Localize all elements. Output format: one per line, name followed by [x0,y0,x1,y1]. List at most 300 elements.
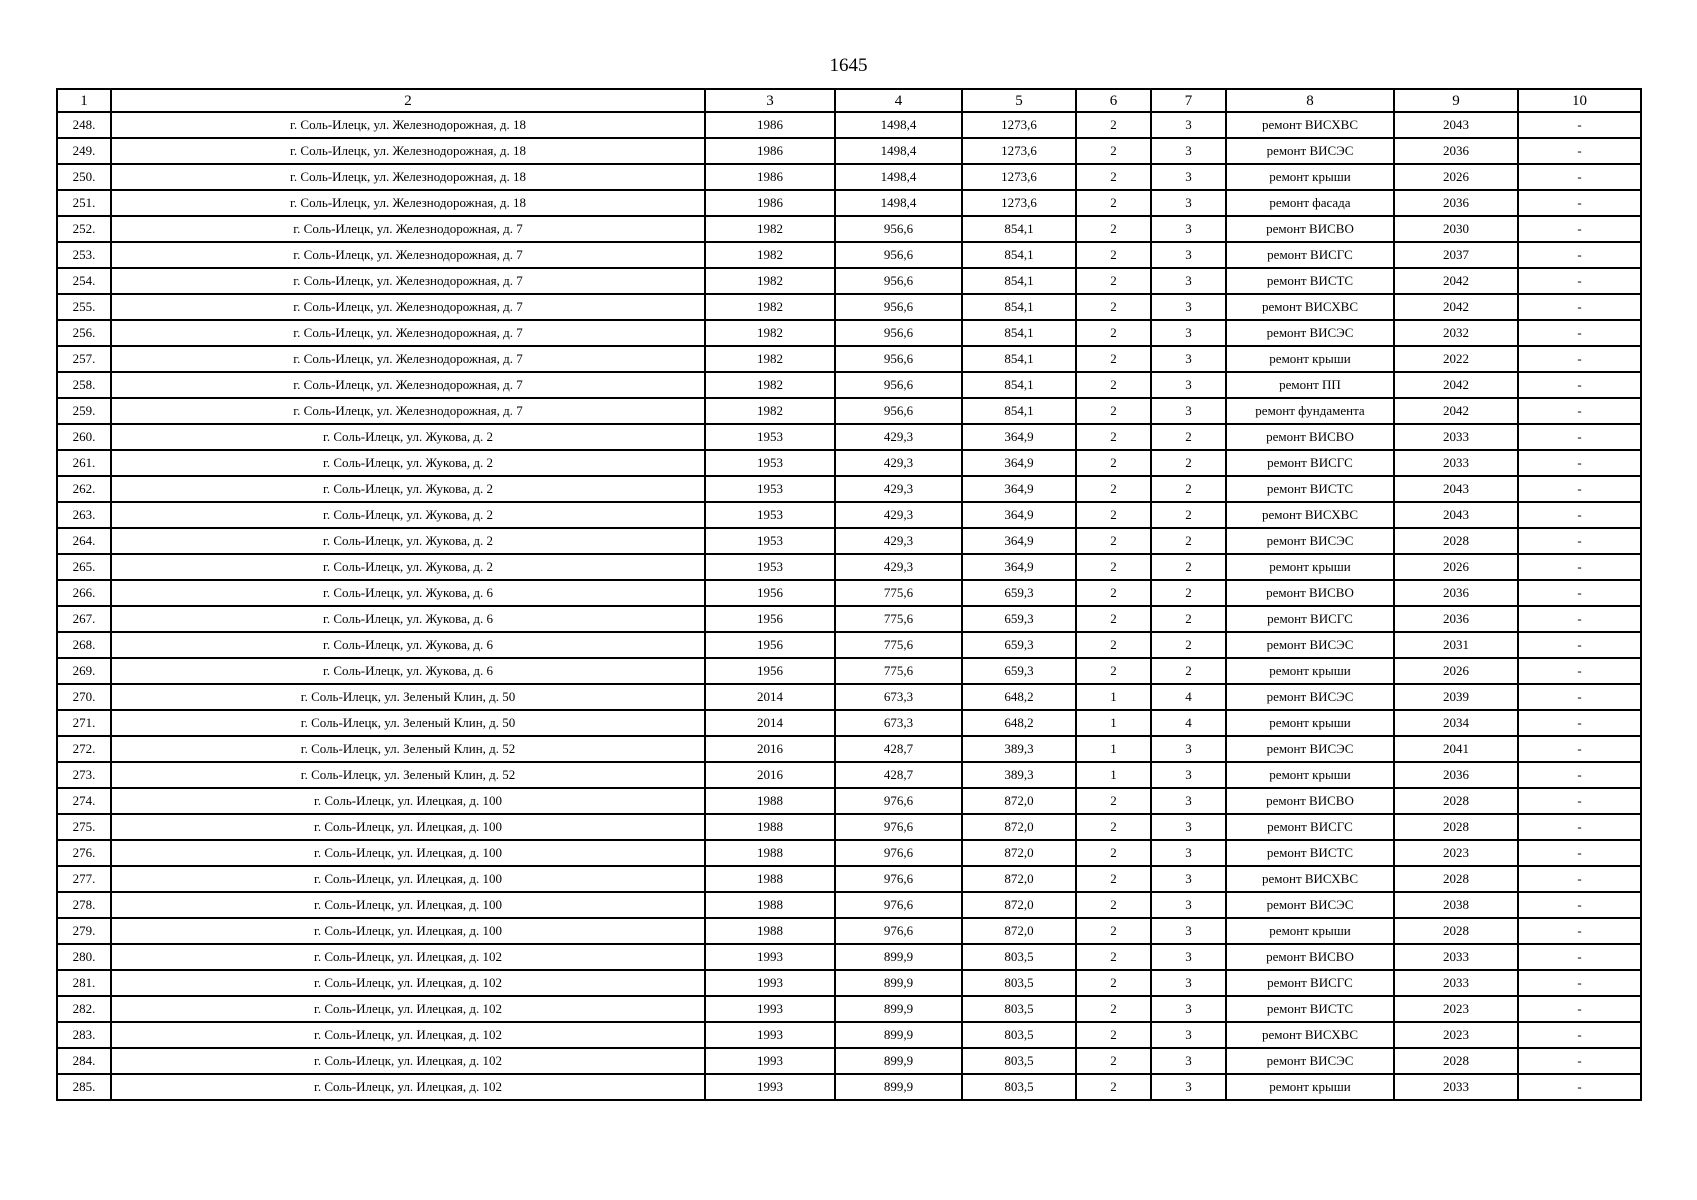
floors-min-cell: 2 [1076,606,1151,632]
floors-min-cell: 2 [1076,1074,1151,1100]
row-number-cell: 276. [57,840,111,866]
year-built-cell: 1982 [705,398,835,424]
residential-area-cell: 1273,6 [962,190,1076,216]
row-number-cell: 260. [57,424,111,450]
page-number: 1645 [829,55,868,76]
planned-year-cell: 2036 [1394,762,1518,788]
note-cell: - [1518,294,1641,320]
floors-min-cell: 2 [1076,372,1151,398]
address-cell: г. Соль-Илецк, ул. Железнодорожная, д. 7 [111,294,705,320]
planned-year-cell: 2023 [1394,1022,1518,1048]
floors-min-cell: 2 [1076,996,1151,1022]
address-cell: г. Соль-Илецк, ул. Жукова, д. 2 [111,528,705,554]
residential-area-cell: 854,1 [962,242,1076,268]
floors-max-cell: 4 [1151,710,1226,736]
table-row [57,554,1641,580]
row-number-cell: 275. [57,814,111,840]
note-cell: - [1518,476,1641,502]
work-type-cell: ремонт ВИСТС [1226,996,1394,1022]
floors-max-cell: 2 [1151,580,1226,606]
table-row [57,658,1641,684]
address-cell: г. Соль-Илецк, ул. Жукова, д. 2 [111,554,705,580]
residential-area-cell: 803,5 [962,970,1076,996]
residential-area-cell: 803,5 [962,1048,1076,1074]
note-cell: - [1518,658,1641,684]
table-row [57,242,1641,268]
planned-year-cell: 2026 [1394,164,1518,190]
total-area-cell: 899,9 [835,1074,962,1100]
floors-min-cell: 2 [1076,112,1151,138]
planned-year-cell: 2042 [1394,372,1518,398]
total-area-cell: 429,3 [835,554,962,580]
total-area-cell: 956,6 [835,216,962,242]
floors-max-cell: 3 [1151,736,1226,762]
column-header-1: 1 [57,89,111,112]
table-row [57,892,1641,918]
address-cell: г. Соль-Илецк, ул. Илецкая, д. 102 [111,1022,705,1048]
work-type-cell: ремонт ВИСВО [1226,424,1394,450]
total-area-cell: 1498,4 [835,190,962,216]
note-cell: - [1518,788,1641,814]
total-area-cell: 976,6 [835,918,962,944]
year-built-cell: 1953 [705,450,835,476]
table-row [57,736,1641,762]
year-built-cell: 1982 [705,346,835,372]
planned-year-cell: 2033 [1394,450,1518,476]
table-row [57,112,1641,138]
total-area-cell: 429,3 [835,450,962,476]
residential-area-cell: 1273,6 [962,112,1076,138]
address-cell: г. Соль-Илецк, ул. Илецкая, д. 102 [111,944,705,970]
planned-year-cell: 2038 [1394,892,1518,918]
work-type-cell: ремонт ВИСГС [1226,814,1394,840]
total-area-cell: 673,3 [835,684,962,710]
address-cell: г. Соль-Илецк, ул. Железнодорожная, д. 18 [111,112,705,138]
work-type-cell: ремонт ВИСЭС [1226,528,1394,554]
table-row [57,762,1641,788]
residential-area-cell: 1273,6 [962,164,1076,190]
work-type-cell: ремонт ВИСВО [1226,580,1394,606]
year-built-cell: 1988 [705,788,835,814]
planned-year-cell: 2036 [1394,190,1518,216]
residential-area-cell: 872,0 [962,892,1076,918]
floors-max-cell: 3 [1151,1048,1226,1074]
note-cell: - [1518,242,1641,268]
row-number-cell: 263. [57,502,111,528]
table-row [57,814,1641,840]
row-number-cell: 259. [57,398,111,424]
planned-year-cell: 2036 [1394,606,1518,632]
row-number-cell: 258. [57,372,111,398]
total-area-cell: 429,3 [835,528,962,554]
work-type-cell: ремонт ВИСВО [1226,788,1394,814]
address-cell: г. Соль-Илецк, ул. Жукова, д. 6 [111,632,705,658]
year-built-cell: 1982 [705,242,835,268]
planned-year-cell: 2028 [1394,788,1518,814]
planned-year-cell: 2033 [1394,944,1518,970]
floors-min-cell: 2 [1076,294,1151,320]
year-built-cell: 2016 [705,762,835,788]
residential-area-cell: 364,9 [962,424,1076,450]
year-built-cell: 1988 [705,892,835,918]
row-number-cell: 256. [57,320,111,346]
table-row [57,606,1641,632]
total-area-cell: 429,3 [835,424,962,450]
residential-area-cell: 854,1 [962,268,1076,294]
residential-area-cell: 803,5 [962,1022,1076,1048]
year-built-cell: 2016 [705,736,835,762]
floors-min-cell: 1 [1076,684,1151,710]
address-cell: г. Соль-Илецк, ул. Железнодорожная, д. 7 [111,398,705,424]
work-type-cell: ремонт ПП [1226,372,1394,398]
year-built-cell: 1953 [705,476,835,502]
year-built-cell: 1986 [705,164,835,190]
address-cell: г. Соль-Илецк, ул. Жукова, д. 6 [111,606,705,632]
address-cell: г. Соль-Илецк, ул. Илецкая, д. 102 [111,970,705,996]
table-row [57,528,1641,554]
planned-year-cell: 2028 [1394,1048,1518,1074]
planned-year-cell: 2033 [1394,424,1518,450]
year-built-cell: 1993 [705,970,835,996]
note-cell: - [1518,736,1641,762]
floors-max-cell: 2 [1151,658,1226,684]
note-cell: - [1518,268,1641,294]
year-built-cell: 1956 [705,580,835,606]
row-number-cell: 267. [57,606,111,632]
planned-year-cell: 2042 [1394,294,1518,320]
row-number-cell: 249. [57,138,111,164]
row-number-cell: 261. [57,450,111,476]
floors-min-cell: 2 [1076,346,1151,372]
address-cell: г. Соль-Илецк, ул. Жукова, д. 2 [111,424,705,450]
note-cell: - [1518,164,1641,190]
table-row [57,320,1641,346]
row-number-cell: 251. [57,190,111,216]
row-number-cell: 279. [57,918,111,944]
note-cell: - [1518,684,1641,710]
row-number-cell: 283. [57,1022,111,1048]
row-number-cell: 252. [57,216,111,242]
floors-min-cell: 2 [1076,554,1151,580]
planned-year-cell: 2023 [1394,840,1518,866]
floors-max-cell: 3 [1151,1022,1226,1048]
work-type-cell: ремонт крыши [1226,918,1394,944]
address-cell: г. Соль-Илецк, ул. Зеленый Клин, д. 52 [111,736,705,762]
row-number-cell: 257. [57,346,111,372]
note-cell: - [1518,190,1641,216]
work-type-cell: ремонт крыши [1226,346,1394,372]
floors-min-cell: 2 [1076,268,1151,294]
row-number-cell: 273. [57,762,111,788]
floors-min-cell: 2 [1076,580,1151,606]
work-type-cell: ремонт ВИСГС [1226,606,1394,632]
row-number-cell: 272. [57,736,111,762]
residential-area-cell: 803,5 [962,996,1076,1022]
floors-min-cell: 2 [1076,398,1151,424]
floors-max-cell: 3 [1151,918,1226,944]
work-type-cell: ремонт ВИСХВС [1226,866,1394,892]
planned-year-cell: 2034 [1394,710,1518,736]
floors-min-cell: 1 [1076,736,1151,762]
residential-area-cell: 854,1 [962,320,1076,346]
work-type-cell: ремонт ВИСЭС [1226,632,1394,658]
planned-year-cell: 2028 [1394,918,1518,944]
total-area-cell: 899,9 [835,1022,962,1048]
floors-max-cell: 3 [1151,320,1226,346]
year-built-cell: 1982 [705,216,835,242]
note-cell: - [1518,502,1641,528]
planned-year-cell: 2042 [1394,268,1518,294]
planned-year-cell: 2030 [1394,216,1518,242]
floors-max-cell: 2 [1151,450,1226,476]
note-cell: - [1518,398,1641,424]
total-area-cell: 956,6 [835,346,962,372]
work-type-cell: ремонт ВИСХВС [1226,294,1394,320]
floors-min-cell: 2 [1076,840,1151,866]
total-area-cell: 429,3 [835,502,962,528]
address-cell: г. Соль-Илецк, ул. Жукова, д. 2 [111,476,705,502]
year-built-cell: 1982 [705,372,835,398]
row-number-cell: 282. [57,996,111,1022]
floors-min-cell: 2 [1076,502,1151,528]
residential-area-cell: 803,5 [962,1074,1076,1100]
row-number-cell: 268. [57,632,111,658]
floors-min-cell: 2 [1076,970,1151,996]
row-number-cell: 278. [57,892,111,918]
planned-year-cell: 2026 [1394,554,1518,580]
residential-area-cell: 854,1 [962,398,1076,424]
year-built-cell: 1988 [705,840,835,866]
floors-max-cell: 3 [1151,840,1226,866]
total-area-cell: 956,6 [835,398,962,424]
residential-area-cell: 659,3 [962,606,1076,632]
address-cell: г. Соль-Илецк, ул. Илецкая, д. 100 [111,866,705,892]
total-area-cell: 1498,4 [835,112,962,138]
floors-max-cell: 3 [1151,372,1226,398]
table-row [57,216,1641,242]
planned-year-cell: 2023 [1394,996,1518,1022]
address-cell: г. Соль-Илецк, ул. Илецкая, д. 100 [111,840,705,866]
year-built-cell: 1982 [705,268,835,294]
table-row [57,684,1641,710]
planned-year-cell: 2043 [1394,112,1518,138]
residential-area-cell: 872,0 [962,866,1076,892]
floors-max-cell: 2 [1151,554,1226,580]
floors-max-cell: 3 [1151,346,1226,372]
column-header-10: 10 [1518,89,1641,112]
work-type-cell: ремонт крыши [1226,710,1394,736]
floors-min-cell: 2 [1076,450,1151,476]
row-number-cell: 264. [57,528,111,554]
row-number-cell: 266. [57,580,111,606]
year-built-cell: 1988 [705,866,835,892]
work-type-cell: ремонт ВИСГС [1226,970,1394,996]
floors-max-cell: 3 [1151,164,1226,190]
floors-min-cell: 2 [1076,814,1151,840]
planned-year-cell: 2039 [1394,684,1518,710]
work-type-cell: ремонт фасада [1226,190,1394,216]
year-built-cell: 1953 [705,424,835,450]
table-row [57,346,1641,372]
planned-year-cell: 2037 [1394,242,1518,268]
column-header-5: 5 [962,89,1076,112]
table-row [57,1074,1641,1100]
row-number-cell: 253. [57,242,111,268]
planned-year-cell: 2043 [1394,476,1518,502]
note-cell: - [1518,632,1641,658]
residential-area-cell: 854,1 [962,372,1076,398]
total-area-cell: 673,3 [835,710,962,736]
residential-area-cell: 659,3 [962,658,1076,684]
residential-area-cell: 648,2 [962,684,1076,710]
work-type-cell: ремонт ВИСТС [1226,840,1394,866]
row-number-cell: 284. [57,1048,111,1074]
table-row [57,398,1641,424]
total-area-cell: 956,6 [835,320,962,346]
residential-area-cell: 803,5 [962,944,1076,970]
work-type-cell: ремонт ВИСХВС [1226,112,1394,138]
note-cell: - [1518,970,1641,996]
floors-max-cell: 2 [1151,606,1226,632]
year-built-cell: 1956 [705,658,835,684]
total-area-cell: 899,9 [835,970,962,996]
address-cell: г. Соль-Илецк, ул. Жукова, д. 2 [111,450,705,476]
planned-year-cell: 2028 [1394,866,1518,892]
floors-min-cell: 2 [1076,424,1151,450]
residential-area-cell: 364,9 [962,450,1076,476]
year-built-cell: 1953 [705,502,835,528]
total-area-cell: 976,6 [835,788,962,814]
floors-min-cell: 2 [1076,788,1151,814]
year-built-cell: 1993 [705,1022,835,1048]
work-type-cell: ремонт ВИСЭС [1226,1048,1394,1074]
work-type-cell: ремонт крыши [1226,164,1394,190]
table-row [57,424,1641,450]
note-cell: - [1518,138,1641,164]
year-built-cell: 1982 [705,294,835,320]
floors-max-cell: 2 [1151,632,1226,658]
work-type-cell: ремонт ВИСТС [1226,268,1394,294]
residential-area-cell: 389,3 [962,762,1076,788]
note-cell: - [1518,112,1641,138]
address-cell: г. Соль-Илецк, ул. Железнодорожная, д. 7 [111,320,705,346]
table-row [57,632,1641,658]
row-number-cell: 248. [57,112,111,138]
floors-max-cell: 2 [1151,476,1226,502]
table-row [57,190,1641,216]
floors-min-cell: 2 [1076,1022,1151,1048]
total-area-cell: 1498,4 [835,138,962,164]
floors-min-cell: 2 [1076,320,1151,346]
residential-area-cell: 854,1 [962,294,1076,320]
note-cell: - [1518,554,1641,580]
work-type-cell: ремонт ВИСВО [1226,944,1394,970]
column-header-2: 2 [111,89,705,112]
row-number-cell: 262. [57,476,111,502]
floors-max-cell: 2 [1151,528,1226,554]
residential-area-cell: 872,0 [962,788,1076,814]
row-number-cell: 250. [57,164,111,190]
residential-area-cell: 389,3 [962,736,1076,762]
address-cell: г. Соль-Илецк, ул. Жукова, д. 6 [111,580,705,606]
floors-min-cell: 2 [1076,658,1151,684]
work-type-cell: ремонт ВИСХВС [1226,502,1394,528]
note-cell: - [1518,528,1641,554]
total-area-cell: 775,6 [835,580,962,606]
floors-max-cell: 3 [1151,892,1226,918]
column-number-row [57,89,1641,112]
planned-year-cell: 2028 [1394,814,1518,840]
total-area-cell: 428,7 [835,762,962,788]
note-cell: - [1518,320,1641,346]
repair-schedule-table [56,88,1642,1101]
residential-area-cell: 854,1 [962,216,1076,242]
year-built-cell: 1956 [705,606,835,632]
floors-max-cell: 3 [1151,138,1226,164]
note-cell: - [1518,1022,1641,1048]
column-header-9: 9 [1394,89,1518,112]
address-cell: г. Соль-Илецк, ул. Зеленый Клин, д. 52 [111,762,705,788]
total-area-cell: 775,6 [835,606,962,632]
table-row [57,840,1641,866]
row-number-cell: 255. [57,294,111,320]
address-cell: г. Соль-Илецк, ул. Жукова, д. 2 [111,502,705,528]
note-cell: - [1518,918,1641,944]
total-area-cell: 976,6 [835,866,962,892]
floors-max-cell: 3 [1151,190,1226,216]
residential-area-cell: 648,2 [962,710,1076,736]
work-type-cell: ремонт крыши [1226,762,1394,788]
address-cell: г. Соль-Илецк, ул. Железнодорожная, д. 7 [111,346,705,372]
total-area-cell: 775,6 [835,632,962,658]
work-type-cell: ремонт ВИСГС [1226,450,1394,476]
table-row [57,138,1641,164]
table-row [57,502,1641,528]
address-cell: г. Соль-Илецк, ул. Железнодорожная, д. 7 [111,242,705,268]
year-built-cell: 1982 [705,320,835,346]
note-cell: - [1518,762,1641,788]
year-built-cell: 2014 [705,684,835,710]
note-cell: - [1518,996,1641,1022]
floors-min-cell: 2 [1076,918,1151,944]
residential-area-cell: 364,9 [962,528,1076,554]
work-type-cell: ремонт ВИСЭС [1226,684,1394,710]
row-number-cell: 277. [57,866,111,892]
work-type-cell: ремонт ВИСЭС [1226,320,1394,346]
note-cell: - [1518,580,1641,606]
table-row [57,294,1641,320]
table-row [57,944,1641,970]
address-cell: г. Соль-Илецк, ул. Илецкая, д. 100 [111,788,705,814]
column-header-3: 3 [705,89,835,112]
address-cell: г. Соль-Илецк, ул. Илецкая, д. 100 [111,814,705,840]
address-cell: г. Соль-Илецк, ул. Железнодорожная, д. 18 [111,190,705,216]
work-type-cell: ремонт ВИСЭС [1226,736,1394,762]
floors-min-cell: 2 [1076,632,1151,658]
floors-min-cell: 1 [1076,762,1151,788]
planned-year-cell: 2041 [1394,736,1518,762]
note-cell: - [1518,346,1641,372]
total-area-cell: 956,6 [835,372,962,398]
total-area-cell: 775,6 [835,658,962,684]
floors-min-cell: 2 [1076,1048,1151,1074]
address-cell: г. Соль-Илецк, ул. Илецкая, д. 102 [111,1074,705,1100]
planned-year-cell: 2042 [1394,398,1518,424]
planned-year-cell: 2033 [1394,970,1518,996]
total-area-cell: 899,9 [835,996,962,1022]
work-type-cell: ремонт ВИСХВС [1226,1022,1394,1048]
floors-min-cell: 2 [1076,138,1151,164]
